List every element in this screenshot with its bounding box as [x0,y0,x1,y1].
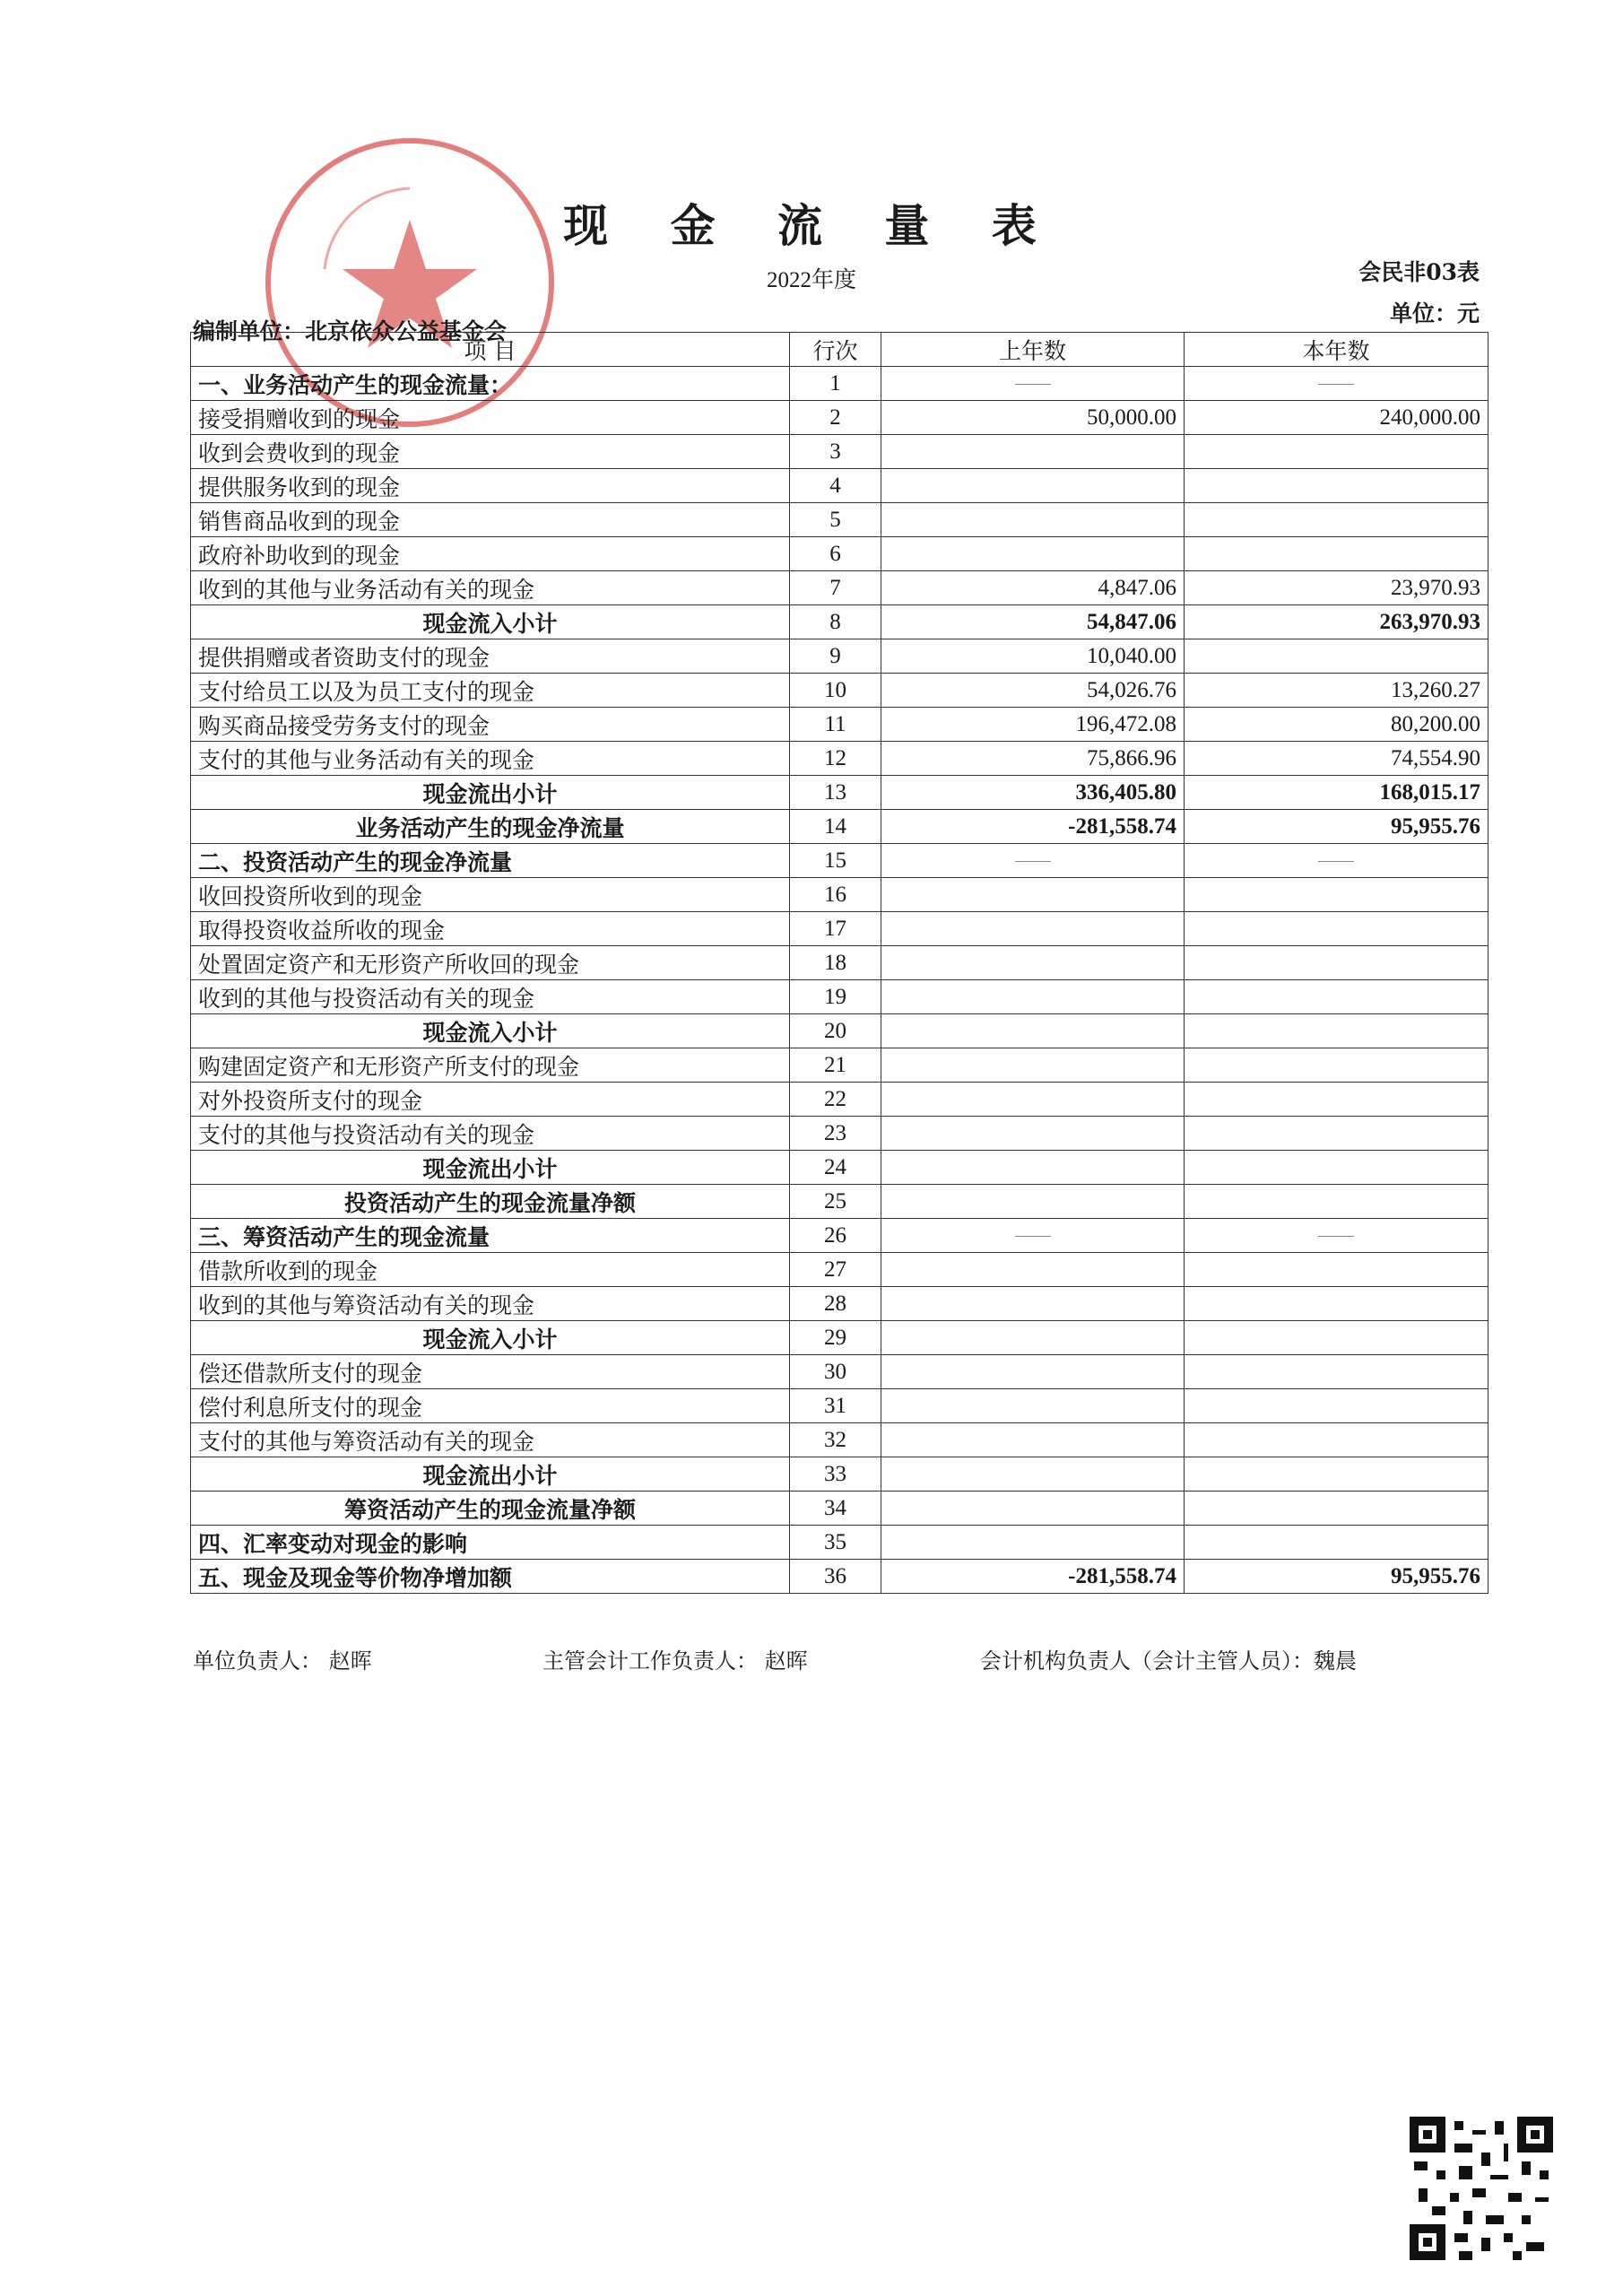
header-line: 行次 [790,333,881,367]
row-item: 销售商品收到的现金 [191,503,790,537]
row-prev-year: 75,866.96 [881,742,1185,776]
row-curr-year [1185,1014,1488,1048]
row-line-number: 16 [790,878,881,912]
table-row [191,639,1488,674]
row-item: 业务活动产生的现金净流量 [191,810,790,844]
table-row [191,946,1488,980]
row-line-number: 11 [790,708,881,742]
dash-mark [1015,861,1051,862]
row-prev-year [881,912,1185,946]
row-curr-year [1185,946,1488,980]
row-curr-year [1185,435,1488,469]
row-item: 三、筹资活动产生的现金流量 [191,1219,790,1253]
row-line-number: 34 [790,1492,881,1526]
row-curr-year: 13,260.27 [1185,674,1488,708]
row-item: 支付给员工以及为员工支付的现金 [191,674,790,708]
table-row [191,1048,1488,1083]
table-row [191,810,1488,844]
unit-head: 单位负责人： 赵晖 [193,1648,372,1674]
table-row [191,742,1488,776]
table-row [191,776,1488,810]
row-line-number: 30 [790,1355,881,1389]
row-item: 支付的其他与业务活动有关的现金 [191,742,790,776]
row-line-number: 5 [790,503,881,537]
row-line-number: 2 [790,401,881,435]
table-row [191,605,1488,639]
row-item: 现金流入小计 [191,1321,790,1355]
row-curr-year [1185,639,1488,674]
table-row [191,1185,1488,1219]
row-item: 提供捐赠或者资助支付的现金 [191,639,790,674]
row-prev-year [881,1287,1185,1321]
table-row [191,1014,1488,1048]
table-row [191,980,1488,1014]
row-item: 接受捐赠收到的现金 [191,401,790,435]
table-row [191,537,1488,571]
row-curr-year [1185,1321,1488,1355]
cash-flow-table [190,332,1488,1594]
row-line-number: 25 [790,1185,881,1219]
table-row [191,1321,1488,1355]
row-prev-year [881,469,1185,503]
row-line-number: 28 [790,1287,881,1321]
row-item: 一、业务活动产生的现金流量： [191,367,790,401]
row-item: 现金流出小计 [191,1457,790,1492]
row-curr-year [1185,367,1488,401]
row-line-number: 29 [790,1321,881,1355]
table-row [191,571,1488,605]
row-prev-year [881,844,1185,878]
row-curr-year: 263,970.93 [1185,605,1488,639]
row-item: 五、现金及现金等价物净增加额 [191,1560,790,1594]
row-line-number: 9 [790,639,881,674]
dash-mark [1015,1236,1051,1237]
row-line-number: 13 [790,776,881,810]
row-prev-year: 10,040.00 [881,639,1185,674]
row-line-number: 7 [790,571,881,605]
dash-mark [1318,861,1354,862]
table-row [191,912,1488,946]
table-row [191,367,1488,401]
row-item: 偿还借款所支付的现金 [191,1355,790,1389]
row-line-number: 4 [790,469,881,503]
organization-label: 编制单位：北京依众公益基金会 [193,318,508,344]
row-prev-year: -281,558.74 [881,1560,1185,1594]
row-line-number: 35 [790,1526,881,1560]
row-curr-year [1185,912,1488,946]
table-row [191,878,1488,912]
row-item: 支付的其他与投资活动有关的现金 [191,1117,790,1151]
row-curr-year [1185,1457,1488,1492]
row-line-number: 20 [790,1014,881,1048]
row-curr-year [1185,1117,1488,1151]
row-curr-year [1185,469,1488,503]
row-prev-year: 50,000.00 [881,401,1185,435]
row-item: 投资活动产生的现金流量净额 [191,1185,790,1219]
row-item: 收到的其他与业务活动有关的现金 [191,571,790,605]
table-row [191,1253,1488,1287]
row-line-number: 26 [790,1219,881,1253]
row-prev-year [881,1048,1185,1083]
row-line-number: 3 [790,435,881,469]
qr-code-icon [1410,2117,1553,2260]
row-item: 处置固定资产和无形资产所收回的现金 [191,946,790,980]
row-curr-year [1185,1389,1488,1423]
table-row [191,1151,1488,1185]
dash-mark [1318,384,1354,385]
table-row [191,503,1488,537]
row-prev-year [881,1492,1185,1526]
header-item: 项 目 [191,333,790,367]
table-row [191,1526,1488,1560]
row-line-number: 14 [790,810,881,844]
row-curr-year [1185,1048,1488,1083]
row-curr-year [1185,1423,1488,1457]
row-prev-year [881,1457,1185,1492]
row-prev-year [881,367,1185,401]
row-item: 现金流入小计 [191,605,790,639]
row-line-number: 1 [790,367,881,401]
row-prev-year [881,1151,1185,1185]
table-row [191,469,1488,503]
row-curr-year [1185,537,1488,571]
row-item: 现金流出小计 [191,776,790,810]
row-prev-year [881,435,1185,469]
row-prev-year [881,1423,1185,1457]
row-curr-year [1185,1151,1488,1185]
row-line-number: 12 [790,742,881,776]
row-curr-year [1185,1355,1488,1389]
form-number: 会民非03表 [1358,259,1480,285]
row-item: 二、投资活动产生的现金净流量 [191,844,790,878]
row-item: 收到的其他与筹资活动有关的现金 [191,1287,790,1321]
row-item: 收回投资所收到的现金 [191,878,790,912]
row-line-number: 8 [790,605,881,639]
row-curr-year [1185,503,1488,537]
table-row [191,1219,1488,1253]
row-prev-year [881,878,1185,912]
row-prev-year: 54,026.76 [881,674,1185,708]
row-item: 筹资活动产生的现金流量净额 [191,1492,790,1526]
row-curr-year: 80,200.00 [1185,708,1488,742]
row-prev-year [881,1253,1185,1287]
row-curr-year [1185,980,1488,1014]
row-line-number: 31 [790,1389,881,1423]
table-row [191,674,1488,708]
row-curr-year: 23,970.93 [1185,571,1488,605]
row-line-number: 23 [790,1117,881,1151]
row-prev-year: 336,405.80 [881,776,1185,810]
dash-mark [1015,384,1051,385]
row-prev-year [881,1083,1185,1117]
row-item: 取得投资收益所收的现金 [191,912,790,946]
row-curr-year [1185,844,1488,878]
row-curr-year: 240,000.00 [1185,401,1488,435]
row-curr-year [1185,1526,1488,1560]
row-item: 政府补助收到的现金 [191,537,790,571]
row-curr-year: 168,015.17 [1185,776,1488,810]
row-prev-year: 4,847.06 [881,571,1185,605]
row-prev-year [881,1355,1185,1389]
table-row [191,1355,1488,1389]
row-curr-year [1185,1492,1488,1526]
row-line-number: 18 [790,946,881,980]
row-curr-year [1185,1083,1488,1117]
row-line-number: 24 [790,1151,881,1185]
table-row [191,401,1488,435]
row-line-number: 17 [790,912,881,946]
row-prev-year [881,503,1185,537]
row-curr-year [1185,1219,1488,1253]
row-line-number: 36 [790,1560,881,1594]
table-row [191,1457,1488,1492]
table-row [191,844,1488,878]
row-prev-year: 54,847.06 [881,605,1185,639]
row-prev-year [881,1219,1185,1253]
table-row [191,1083,1488,1117]
row-item: 支付的其他与筹资活动有关的现金 [191,1423,790,1457]
report-year: 2022年度 [766,268,856,292]
row-item: 现金流出小计 [191,1151,790,1185]
row-line-number: 21 [790,1048,881,1083]
row-line-number: 32 [790,1423,881,1457]
row-curr-year [1185,1253,1488,1287]
table-row [191,435,1488,469]
table-row [191,1423,1488,1457]
table-row [191,1560,1488,1594]
table-row [191,708,1488,742]
row-prev-year [881,1185,1185,1219]
header-curr-year: 本年数 [1185,333,1488,367]
row-prev-year [881,537,1185,571]
currency-unit: 单位：元 [1389,300,1480,326]
row-prev-year [881,1389,1185,1423]
row-curr-year [1185,878,1488,912]
table-row [191,1117,1488,1151]
table-row [191,1492,1488,1526]
row-item: 购买商品接受劳务支付的现金 [191,708,790,742]
row-line-number: 10 [790,674,881,708]
row-prev-year: -281,558.74 [881,810,1185,844]
row-prev-year [881,1321,1185,1355]
row-item: 购建固定资产和无形资产所支付的现金 [191,1048,790,1083]
header-prev-year: 上年数 [881,333,1185,367]
row-curr-year [1185,1185,1488,1219]
row-curr-year: 95,955.76 [1185,1560,1488,1594]
row-item: 收到的其他与投资活动有关的现金 [191,980,790,1014]
row-line-number: 22 [790,1083,881,1117]
row-item: 提供服务收到的现金 [191,469,790,503]
row-item: 现金流入小计 [191,1014,790,1048]
row-line-number: 19 [790,980,881,1014]
agency-head: 会计机构负责人（会计主管人员）：魏晨 [980,1648,1357,1674]
row-item: 借款所收到的现金 [191,1253,790,1287]
row-item: 对外投资所支付的现金 [191,1083,790,1117]
row-curr-year [1185,1287,1488,1321]
dash-mark [1318,1236,1354,1237]
row-curr-year: 74,554.90 [1185,742,1488,776]
row-item: 收到会费收到的现金 [191,435,790,469]
row-item: 偿付利息所支付的现金 [191,1389,790,1423]
row-prev-year [881,1117,1185,1151]
page-title: 现 金 流 量 表 [563,199,1060,252]
accounting-head: 主管会计工作负责人： 赵晖 [542,1648,808,1674]
row-curr-year: 95,955.76 [1185,810,1488,844]
row-prev-year [881,1526,1185,1560]
table-header-row [191,333,1488,367]
table-row [191,1389,1488,1423]
table-row [191,1287,1488,1321]
row-prev-year [881,1014,1185,1048]
row-prev-year: 196,472.08 [881,708,1185,742]
row-line-number: 33 [790,1457,881,1492]
row-prev-year [881,980,1185,1014]
row-prev-year [881,946,1185,980]
row-item: 四、汇率变动对现金的影响 [191,1526,790,1560]
row-line-number: 15 [790,844,881,878]
row-line-number: 6 [790,537,881,571]
row-line-number: 27 [790,1253,881,1287]
